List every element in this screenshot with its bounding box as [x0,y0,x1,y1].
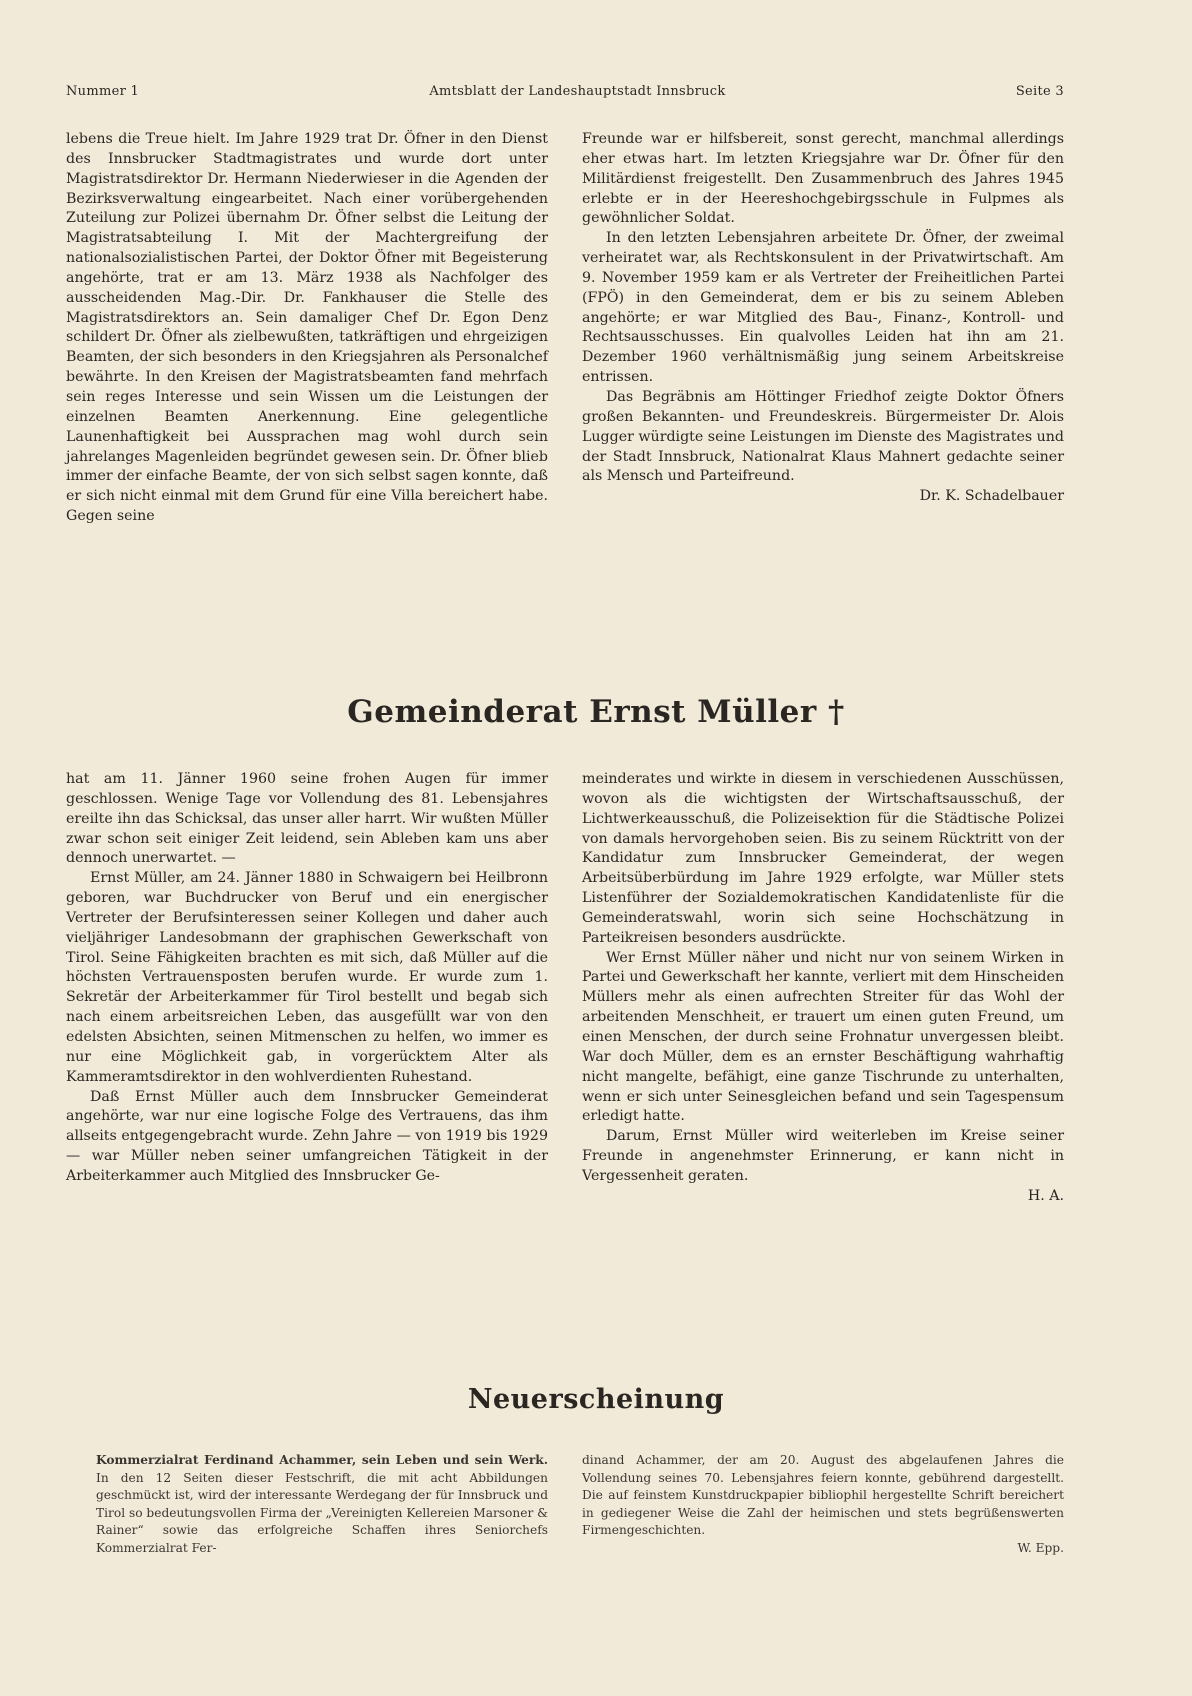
issue-number: Nummer 1 [66,84,140,99]
page-number: Seite 3 [1015,84,1064,99]
article2-title: Gemeinderat Ernst Müller † [347,694,845,730]
paragraph: Daß Ernst Müller auch dem Innsbrucker Gemeinderat angehörte, war nur eine logische Folge des Vertrauens, das ihm allseits entgegengebracht wurde. Zehn Jahre — von 1919 bis 1929 — war Müller neben seiner umfangreichen Tätigkeit in der Arbeiterkammer auch Mitglied des Innsbrucker Ge- [66,1088,548,1184]
article1-column-right [582,130,1064,507]
paragraph: Das Begräbnis am Höttinger Friedhof zeigte Doktor Öfners großen Bekannten- und Freundeskreis. Bürgermeister Dr. Alois Lugger würdigte seine Leistungen im Dienste des Magistrates und der Stadt Innsbruck, Nationalrat Klaus Mahnert gedachte seiner als Mensch und Parteifreund. [582,388,1064,485]
article2-column-left [66,770,548,1187]
paragraph: In den letzten Lebensjahren arbeitete Dr. Öfner, der zweimal verheiratet war, als Rechtskonsulent in der Privatwirtschaft. Am 9. November 1959 kam er als Vertreter der Freiheitlichen Partei (FPÖ) in den Gemeinderat, dem er bis zu seinem Ableben angehörte; er war Mitglied des Bau-, Finanz-, Kontroll- und Rechtsausschusses. Ein qualvolles Leiden hat ihn am 21. Dezember 1960 verhältnismäßig jung seinem Arbeitskreise entrissen. [582,230,1064,386]
page-header [66,84,1064,99]
article3-title: Neuerscheinung [467,1384,725,1415]
article1-column-left [66,130,548,527]
paragraph: Ernst Müller, am 24. Jänner 1880 in Schwaigern bei Heilbronn geboren, war Buchdrucker von Beruf und ein energischer Vertreter der Berufsinteressen seiner Kollegen und daher auch vieljähriger Landesobmann der graphischen Gewerkschaft von Tirol. Seine Fähigkeiten brachten es mit sich, daß Müller auf die höchsten Vertrauensposten berufen wurde. Er wurde zum 1. Sekretär der Arbeiterkammer für Tirol bestellt und begab sich nach einem arbeitsreichen Leben, das ausgefüllt war von den edelsten Absichten, seinen Mitmenschen zu helfen, wo immer es nur eine Möglichkeit gab, in vorgerücktem Alter als Kammeramtsdirektor in den wohlverdienten Ruhestand. [66,870,548,1085]
paragraph: lebens die Treue hielt. Im Jahre 1929 trat Dr. Öfner in den Dienst des Innsbrucker Stadtmagistrates und wurde dort unter Magistratsdirektor Dr. Hermann Niederwieser in die Agenden der Bezirksverwaltung eingearbeitet. Nach einer vorübergehenden Zuteilung zur Polizei übernahm Dr. Öfner selbst die Leitung der Magistratsabteilung I. Mit der Machtergreifung der nationalsozialistischen Partei, der Doktor Öfner mit Begeisterung angehörte, trat er am 13. März 1938 als Nachfolger des ausscheidenden Mag.-Dir. Dr. Fankhauser die Stelle des Magistratsdirektors an. Sein damaliger Chef Dr. Egon Denz schildert Dr. Öfner als zielbewußten, tatkräftigen und ehrgeizigen Beamten, der sich besonders in den Kriegsjahren als Personalchef bewährte. In den Kreisen der Magistratsbeamten fand mehrfach sein reges Interesse und sein Wissen um die Leistungen der einzelnen Beamten Anerkennung. Eine gelegentliche Launenhaftigkeit bei Aussprachen mag wohl durch sein jahrelanges Magenleiden begründet gewesen sein. Dr. Öfner blieb immer der einfache Beamte, der von sich selbst sagen konnte, daß er sich nicht einmal mit dem Grund für eine Villa bereichert habe. Gegen seine [66,131,548,525]
book-title: Kommerzialrat Ferdinand Achammer, sein Leben und sein Werk. [96,1453,548,1467]
paragraph: Wer Ernst Müller näher und nicht nur von seinem Wirken in Partei und Gewerkschaft her kannte, verliert mit dem Hinscheiden Müllers mehr als einen aufrechten Streiter für das Wohl der arbeitenden Menschheit, er trauert um einen guten Freund, um einen Menschen, der durch seine Frohnatur unvergessen bleibt. War doch Müller, dem es an ernster Beschäftigung wahrhaftig nicht mangelte, befähigt, eine ganze Tischrunde zu unterhalten, wenn er sich unter Seinesgleichen befand und sein Tagespensum erledigt hatte. [582,949,1064,1125]
paragraph: Darum, Ernst Müller wird weiterleben im Kreise seiner Freunde in angenehmster Erinnerung, er kann nicht in Vergessenheit geraten. [582,1128,1064,1184]
article3-column-right [582,1452,1064,1558]
article3-column-left [96,1452,548,1558]
paragraph: hat am 11. Jänner 1960 seine frohen Augen für immer geschlossen. Wenige Tage vor Vollendung des 81. Lebensjahres ereilte ihn das Schicksal, das unser aller harrt. Wir wußten Müller zwar schon seit einiger Zeit leidend, sein Ableben kam uns aber dennoch unerwartet. — [66,771,548,867]
article2-signature: H. A. [1027,1187,1064,1204]
paragraph: dinand Achammer, der am 20. August des abgelaufenen Jahres die Vollendung seines 70. Lebensjahres feiern konnte, gebührend dargestellt. Die auf feinstem Kunstdruckpapier bibliophil hergestellte Schrift bereichert in gediegener Weise die Zahl der heimischen und stets begrüßenswerten Firmengeschichten. [582,1453,1064,1538]
paragraph: In den 12 Seiten dieser Festschrift, die mit acht Abbildungen geschmückt ist, wird der interessante Werdegang der für Innsbruck und Tirol so bedeutungsvollen Firma der „Vereinigten Kellereien Marsoner & Rainer“ sowie das erfolgreiche Schaffen ihres Seniorchefs Kommerzialrat Fer- [96,1470,549,1555]
article1-signature: Dr. K. Schadelbauer [919,488,1064,505]
article3-signature: W. Epp. [1017,1540,1064,1555]
paragraph: meinderates und wirkte in diesem in verschiedenen Ausschüssen, wovon als die wichtigsten der Wirtschaftsausschuß, der Lichtwerkeausschuß, die Polizeisektion für die Städtische Polizei von damals hervorgehoben seien. Bis zu seinem Rücktritt von der Kandidatur zum Innsbrucker Gemeinderat, der wegen Arbeitsüberbürdung im Jahre 1929 erfolgte, war Müller stets Listenführer der Sozialdemokratischen Kandidatenliste für die Gemeinderatswahl, worin sich seine Hochschätzung in Parteikreisen besonders ausdrückte. [582,771,1064,946]
article2-column-right [582,770,1064,1207]
publication-title: Amtsblatt der Landeshauptstadt Innsbruck [429,84,726,99]
paragraph: Freunde war er hilfsbereit, sonst gerecht, manchmal allerdings eher etwas hart. Im letzten Kriegsjahre war Dr. Öfner für den Militärdienst freigestellt. Den Zusammenbruch des Jahres 1945 erlebte er in der Heereshochgebirgsschule in Fulpmes als gewöhnlicher Soldat. [582,131,1064,227]
